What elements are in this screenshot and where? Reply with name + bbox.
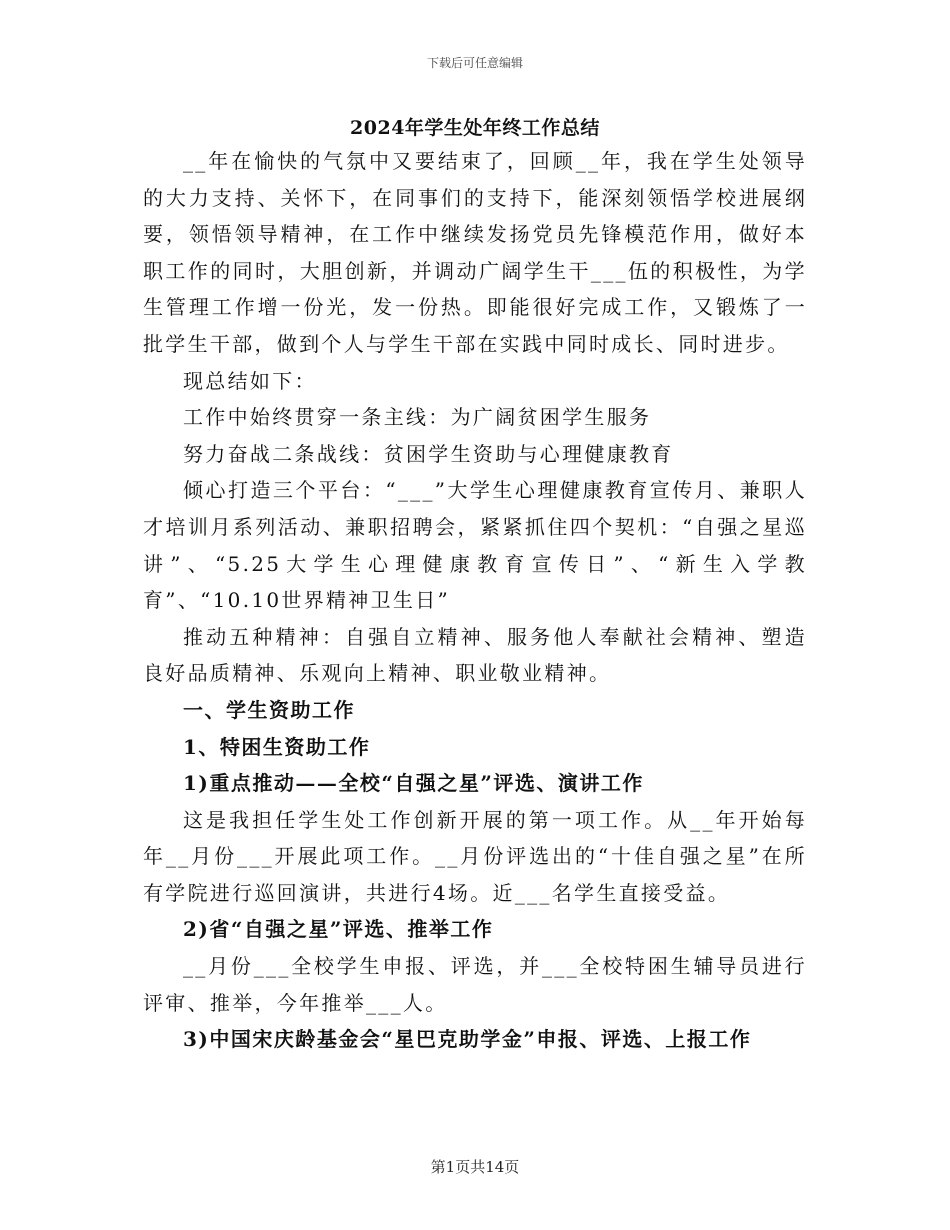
five-spirits-paragraph: 推动五种精神：自强自立精神、服务他人奉献社会精神、塑造良好品质精神、乐观向上精神、职业敬业精神。 — [143, 624, 807, 686]
item-body-1: 这是我担任学生处工作创新开展的第一项工作。从__年开始每年__月份___开展此项工作。__月份评选出的“十佳自强之星”在所有学院进行巡回演讲，共进行4场。近___名学生直接受益。 — [143, 807, 807, 905]
item-body-2: __月份___全校学生申报、评选，并___全校特困生辅导员进行评审、推举，今年推举___人。 — [143, 954, 807, 1015]
subsection-heading: 1、特困生资助工作 — [183, 734, 371, 759]
intro-paragraph: __年在愉快的气氛中又要结束了，回顾__年，我在学生处领导的大力支持、关怀下，在同事们的支持下，能深刻领悟学校进展纲要，领悟领导精神，在工作中继续发扬党员先锋模范作用，做好本职工作的同时，大胆创新，并调动广阔学生干___伍的积极性，为学生管理工作增一份光，发一份热。即能很好完成工作，又锻炼了一批学生干部，做到个人与学生干部在实践中同时成长、同时进步。 — [143, 149, 807, 356]
item-heading-3: 3)中国宋庆龄基金会“星巴克助学金”申报、评选、上报工作 — [183, 1027, 752, 1052]
item-heading-1: 1)重点推动——全校“自强之星”评选、演讲工作 — [183, 771, 644, 796]
item-heading-2: 2)省“自强之星”评选、推举工作 — [183, 917, 494, 942]
section-heading: 一、学生资助工作 — [183, 697, 355, 722]
page-header: 下载后可任意编辑 — [426, 56, 523, 70]
document-title: 2024年学生处年终工作总结 — [350, 117, 600, 139]
three-platforms-paragraph: 倾心打造三个平台：“___”大学生心理健康教育宣传月、兼职人才培训月系列活动、兼职招聘会，紧紧抓住四个契机：“自强之星巡讲”、“5.25大学生心理健康教育宣传日”、“新生入学教育”、“10.10世界精神卫生日” — [143, 478, 807, 613]
two-fronts-paragraph: 努力奋战二条战线：贫困学生资助与心理健康教育 — [183, 441, 674, 466]
summary-lead: 现总结如下： — [183, 368, 317, 393]
document-body — [143, 113, 807, 1058]
main-line-paragraph: 工作中始终贯穿一条主线：为广阔贫困学生服务 — [183, 405, 652, 430]
page-footer: 第1页共14页 — [430, 1158, 520, 1176]
